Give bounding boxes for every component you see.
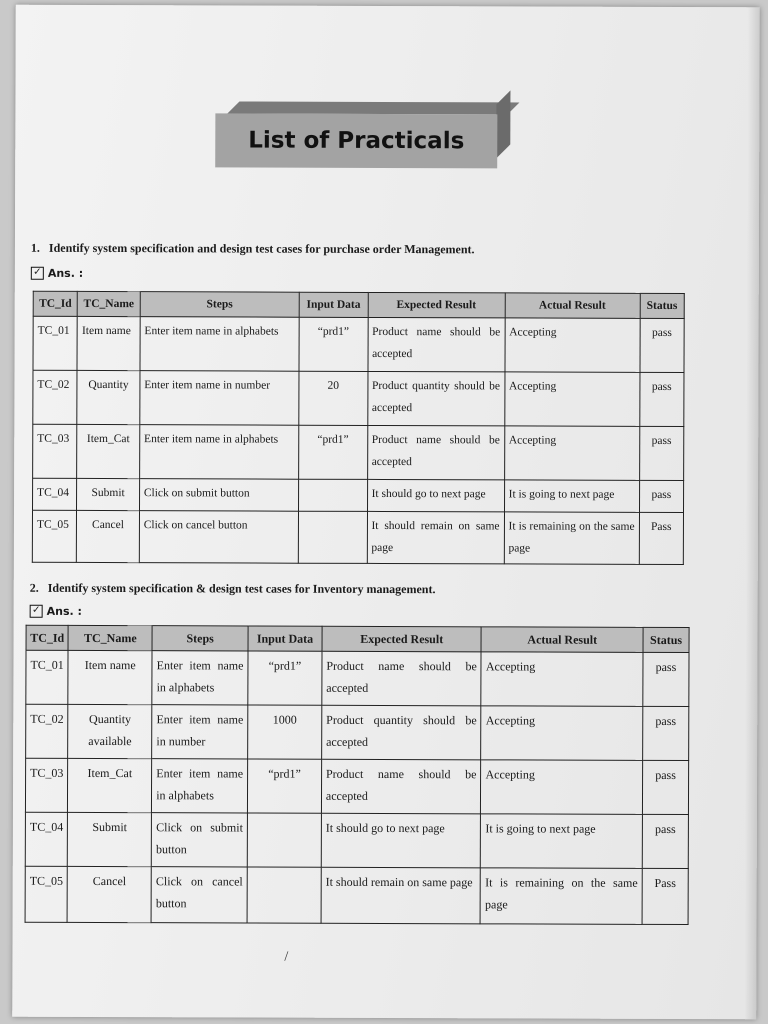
pen-mark: / [284, 949, 289, 965]
cell-tc-name: Submit [68, 812, 152, 866]
header-actual-result: Actual Result [505, 293, 640, 318]
cell-tc-name: Item_Cat [77, 424, 140, 478]
question-2-number: 2. [29, 580, 39, 595]
header-tc-id: TC_Id [26, 625, 68, 650]
cell-input-data: “prd1” [299, 425, 368, 479]
answer-1-text: Ans. : [47, 266, 84, 280]
cell-actual-result: It is going to next page [481, 814, 643, 869]
header-input-data: Input Data [248, 626, 322, 651]
cell-actual-result: It is going to next page [504, 480, 639, 512]
cell-steps: Enter item name in number [152, 705, 248, 759]
cell-input-data: “prd1” [247, 759, 321, 813]
cell-status: pass [642, 814, 688, 868]
cell-input-data: “prd1” [248, 651, 322, 705]
cell-status: pass [639, 480, 684, 512]
cell-status: pass [639, 372, 684, 426]
table-row [25, 758, 688, 814]
cell-actual-result: Accepting [505, 318, 640, 372]
cell-steps: Enter item name in alphabets [139, 425, 298, 480]
cell-steps: Click on submit button [151, 813, 247, 867]
cell-input-data [247, 867, 321, 923]
test-case-table-2 [25, 625, 690, 925]
table-row [26, 650, 689, 706]
cell-input-data: 20 [299, 371, 368, 425]
answer-1-label [31, 267, 83, 280]
cell-status: pass [640, 318, 685, 372]
table-row [33, 424, 684, 480]
header-expected-result: Expected Result [368, 292, 505, 317]
cell-tc-id: TC_05 [25, 866, 68, 922]
cell-tc-name: Quantity [77, 370, 140, 424]
cell-actual-result: It is remaining on the same page [504, 512, 639, 564]
cell-input-data [247, 813, 321, 867]
question-2-text: Identify system specification & design test cases for Inventory management. [47, 580, 436, 597]
cell-steps: Enter item name in alphabets [152, 651, 248, 705]
cell-steps: Click on cancel button [139, 511, 298, 564]
cell-actual-result: Accepting [504, 372, 639, 426]
cell-tc-id: TC_04 [25, 812, 68, 866]
cell-expected-result: It should remain on same page [367, 511, 504, 563]
document-page [12, 5, 760, 1020]
page-title: List of Practicals [215, 113, 497, 168]
cell-expected-result: Product name should be accepted [321, 759, 481, 814]
cell-input-data [299, 479, 368, 511]
cell-tc-name: Quantity available [68, 704, 152, 758]
table-2-header-row [26, 625, 689, 652]
cell-expected-result: It should go to next page [321, 813, 481, 868]
cell-steps: Enter item name in alphabets [152, 759, 248, 813]
cell-tc-id: TC_03 [33, 424, 78, 478]
cell-status: pass [639, 426, 684, 480]
cell-tc-name: Cancel [67, 866, 151, 922]
table-1-header-row [33, 291, 684, 318]
cell-actual-result: Accepting [481, 652, 643, 707]
table-row [25, 866, 688, 924]
test-case-table-1 [32, 291, 685, 565]
header-status: Status [640, 293, 684, 318]
cell-tc-id: TC_01 [33, 316, 78, 370]
cell-status: Pass [639, 512, 684, 564]
cell-steps: Click on cancel button [151, 867, 247, 923]
cell-expected-result: Product name should be accepted [367, 425, 504, 479]
table-row [33, 370, 684, 426]
cell-actual-result: It is remaining on the same page [481, 868, 643, 925]
cell-input-data [298, 511, 367, 563]
answer-2-label [30, 605, 82, 618]
title-banner [215, 101, 515, 168]
cell-expected-result: Product name should be accepted [368, 317, 505, 371]
cell-status: pass [642, 760, 688, 814]
header-actual-result: Actual Result [481, 627, 643, 653]
cell-steps: Click on submit button [139, 479, 298, 512]
header-tc-name: TC_Name [68, 625, 152, 650]
cell-tc-id: TC_05 [32, 510, 77, 562]
cell-tc-name: Item name [68, 650, 152, 704]
question-1-number: 1. [30, 240, 40, 255]
page-edge-shadow [744, 7, 760, 1019]
checkbox-icon: ✓ [31, 267, 44, 280]
cell-tc-id: TC_02 [33, 370, 78, 424]
header-steps: Steps [152, 626, 248, 651]
cell-tc-name: Submit [77, 478, 140, 510]
header-status: Status [643, 627, 689, 652]
header-expected-result: Expected Result [322, 626, 482, 652]
cell-expected-result: Product quantity should be accepted [367, 371, 504, 425]
table-row [26, 704, 689, 760]
cell-actual-result: Accepting [481, 706, 643, 761]
cell-input-data: “prd1” [299, 317, 368, 371]
table-row [33, 316, 684, 372]
cell-tc-name: Cancel [77, 510, 140, 562]
cell-tc-id: TC_03 [25, 758, 68, 812]
cell-expected-result: It should go to next page [367, 479, 504, 511]
header-tc-name: TC_Name [78, 291, 141, 316]
cell-expected-result: Product quantity should be accepted [322, 705, 482, 760]
cell-input-data: 1000 [248, 705, 322, 759]
table-row [25, 812, 688, 868]
cell-tc-id: TC_04 [33, 478, 77, 510]
cell-tc-id: TC_02 [26, 704, 69, 758]
cell-actual-result: Accepting [504, 426, 639, 480]
cell-expected-result: Product name should be accepted [322, 651, 482, 706]
question-1-text: Identify system specification and design test cases for purchase order Management. [48, 240, 475, 257]
header-tc-id: TC_Id [33, 291, 77, 316]
banner-top-face [227, 101, 519, 114]
cell-actual-result: Accepting [481, 760, 643, 815]
question-2 [30, 581, 436, 597]
question-1 [31, 241, 475, 258]
cell-tc-name: Item name [77, 316, 140, 370]
cell-status: Pass [642, 868, 688, 924]
cell-status: pass [643, 652, 689, 706]
table-row [32, 510, 683, 564]
cell-steps: Enter item name in alphabets [140, 317, 299, 372]
table-row [33, 478, 684, 512]
banner-side-face [496, 90, 510, 158]
cell-status: pass [643, 706, 689, 760]
cell-tc-name: Item_Cat [68, 758, 152, 812]
cell-tc-id: TC_01 [26, 650, 69, 704]
checkbox-icon: ✓ [30, 605, 43, 618]
cell-expected-result: It should remain on same page [321, 867, 481, 924]
header-steps: Steps [140, 292, 299, 318]
answer-2-text: Ans. : [46, 604, 82, 618]
header-input-data: Input Data [299, 292, 368, 317]
cell-steps: Enter item name in number [140, 371, 299, 426]
